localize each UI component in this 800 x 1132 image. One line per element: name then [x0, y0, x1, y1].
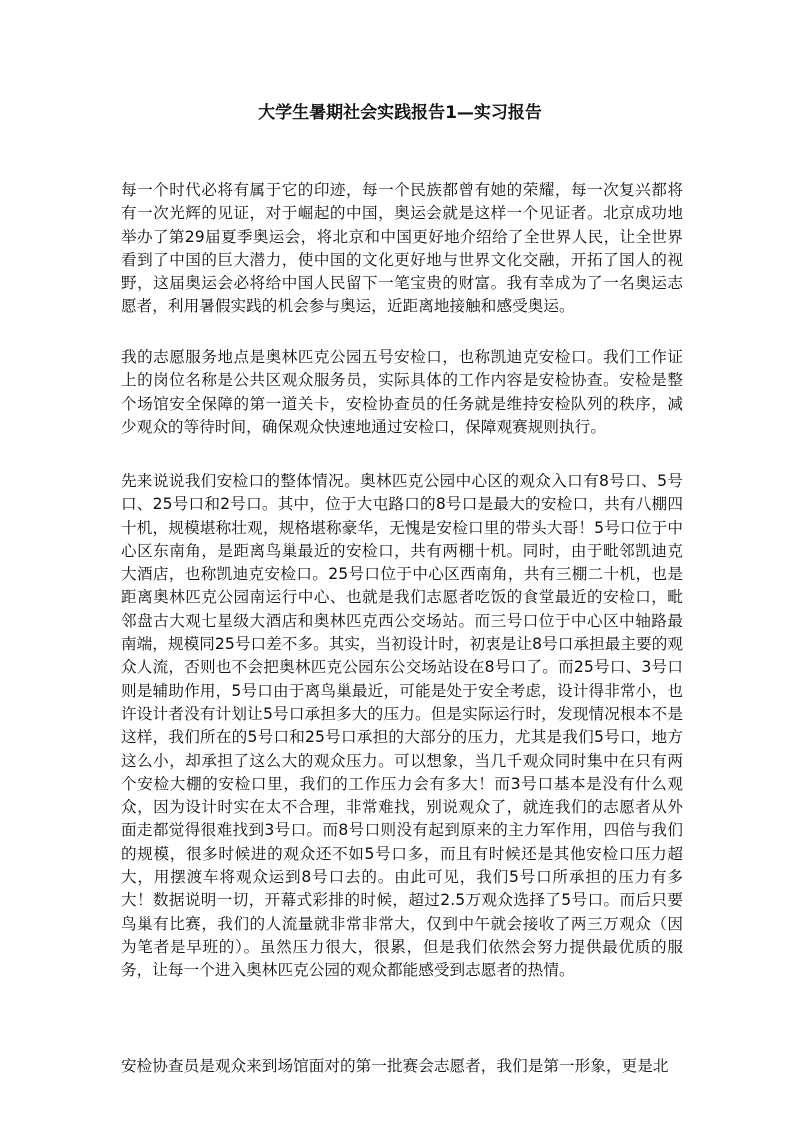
paragraph-inspector-role: 安检协查员是观众来到场馆面对的第一批赛会志愿者，我们是第一形象，更是北 [121, 1057, 669, 1075]
paragraph-checkpoint-overview: 先来说说我们安检口的整体情况。奥林匹克公园中心区的观众入口有8号口、5号口、25号口和2号口。其中，位于大屯路口的8号口是最大的安检口，共有八棚四十机，规模堪称壮观，规格堪称豪华，无愧是安检口里的带头大哥！5号口位于中心区东南角，是距离鸟巢最近的安检口，共有两棚十机。同时，由于毗邻凯迪克大酒店，也称凯迪克安检口。25号口位于中心区西南角，共有三棚二十机，也是距离奥林匹克公园南运行中心、也就是我们志愿者吃饭的食堂最近的安检口，毗邻盘古大观七星级大酒店和奥林匹克西公交场站。而三号口位于中心区中轴路最南端，规模同25号口差不多。其实，当初设计时，初衷是让8号口承担最主要的观众人流，否则也不会把奥林匹克公园东公交场站设在8号口了。而25号口、3号口则是辅助作用，5号口由于离鸟巢最近，可能是处于安全考虑，设计得非常小，也许设计者没有计划让5号口承担多大的压力。但是实际运行时，发现情况根本不是这样，我们所在的5号口和25号口承担的大部分的压力，尤其是我们5号口，地方这么小，却承担了这么大的观众压力。可以想象，当几千观众同时集中在只有两个安检大棚的安检口里，我们的工作压力会有多大！而3号口基本是没有什么观众，因为设计时实在太不合理，非常难找，别说观众了，就连我们的志愿者从外面走都觉得很难找到3号口。而8号口则没有起到原来的主力军作用，四倍与我们的规模，很多时候进的观众还不如5号口多，而且有时候还是其他安检口压力超大，用摆渡车将观众运到8号口去的。由此可见，我们5号口所承担的压力有多大！数据说明一切，开幕式彩排的时候，超过2.5万观众选择了5号口。而后只要鸟巢有比赛，我们的人流量就非常非常大，仅到中午就会接收了两三万观众（因为笔者是早班的）。虽然压力很大，很累，但是我们依然会努力提供最优质的服务，让每一个进入奥林匹克公园的观众都能感受到志愿者的热情。 [121, 472, 683, 980]
paragraph-intro: 每一个时代必将有属于它的印迹，每一个民族都曾有她的荣耀，每一次复兴都将有一次光辉的见证，对于崛起的中国，奥运会就是这样一个见证者。北京成功地举办了第29届夏季奥运会，将北京和中国更好地介绍给了全世界人民，让全世界看到了中国的巨大潜力，使中国的文化更好地与世界文化交融，开拓了国人的视野，这届奥运会必将给中国人民留下一笔宝贵的财富。我有幸成为了一名奥运志愿者，利用暑假实践的机会参与奥运，近距离地接触和感受奥运。 [121, 181, 683, 316]
document-title: 大学生暑期社会实践报告1—实习报告 [258, 103, 542, 123]
paragraph-volunteer-post: 我的志愿服务地点是奥林匹克公园五号安检口，也称凯迪克安检口。我们工作证上的岗位名称是公共区观众服务员，实际具体的工作内容是安检协查。安检是整个场馆安全保障的第一道关卡，安检协查员的任务就是维持安检队列的秩序，减少观众的等待时间，确保观众快速地通过安检口，保障观赛规则执行。 [121, 348, 683, 436]
